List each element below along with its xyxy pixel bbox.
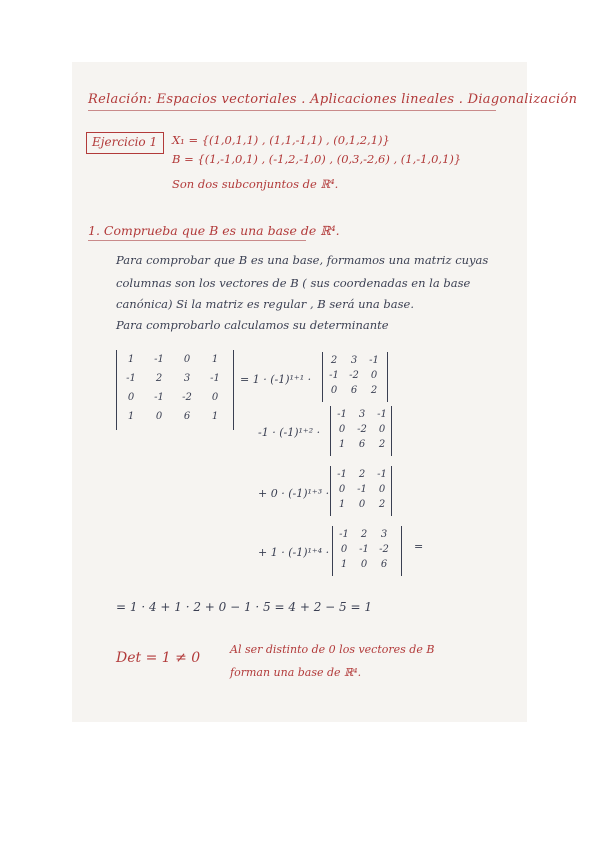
page-title: Relación: Espacios vectoriales . Aplicaciones lineales . Diagonalización [88, 92, 578, 107]
question-underline [88, 240, 306, 241]
x1-definition: X₁ = {(1,0,1,1) , (1,1,-1,1) , (0,1,2,1)} [172, 133, 390, 147]
main-matrix-cell: 2 [155, 373, 163, 384]
cofactor-matrix-cell: -1 [377, 469, 387, 480]
cofactor-matrix-cell: -1 [377, 409, 387, 420]
cofactor-matrix-cell: -1 [339, 529, 349, 540]
explanation-line-4: Para comprobarlo calculamos su determinante [116, 318, 389, 332]
cofactor-3-coefficient: + 0 · (-1)¹⁺³ · [258, 487, 330, 500]
cofactor-matrix-cell: 0 [378, 424, 386, 435]
main-matrix-cell: 1 [127, 411, 135, 422]
explanation-line-3: canónica) Si la matriz es regular , B será una base. [116, 297, 414, 311]
cofactor-1-coefficient: = 1 · (-1)¹⁺¹ · [240, 373, 312, 386]
cofactor-matrix-cell: 2 [378, 439, 386, 450]
main-matrix-cell: 1 [211, 411, 219, 422]
cofactor-matrix-cell: -1 [329, 370, 339, 381]
cofactor-matrix-cell: 0 [338, 424, 346, 435]
main-matrix-cell: 0 [127, 392, 135, 403]
main-matrix-cell: 0 [211, 392, 219, 403]
cofactor-matrix-cell: -2 [349, 370, 359, 381]
b-definition: B = {(1,-1,0,1) , (-1,2,-1,0) , (0,3,-2,6) , (1,-1,0,1)} [172, 152, 462, 166]
cofactor-matrix-cell: 3 [358, 409, 366, 420]
determinant-result: Det = 1 ≠ 0 [116, 650, 201, 666]
cofactor-matrix-cell: 0 [338, 484, 346, 495]
cofactor-matrix-cell: 2 [360, 529, 368, 540]
cofactor-matrix-cell: 2 [370, 385, 378, 396]
exercise-label: Ejercicio 1 [92, 135, 158, 149]
cofactor-matrix-cell: -2 [379, 544, 389, 555]
cofactor-matrix-cell: 2 [378, 499, 386, 510]
cofactor-matrix-cell: 0 [360, 559, 368, 570]
cofactor-matrix-cell: 0 [330, 385, 338, 396]
cofactor-matrix-cell: 6 [358, 439, 366, 450]
cofactor-matrix-cell: -1 [359, 544, 369, 555]
cofactor-matrix-cell: -1 [369, 355, 379, 366]
cofactor-matrix-cell: 2 [330, 355, 338, 366]
sum-line: = 1 · 4 + 1 · 2 + 0 − 1 · 5 = 4 + 2 − 5 = 1 [116, 600, 372, 614]
subspaces-statement: Son dos subconjuntos de ℝ⁴. [172, 177, 339, 191]
main-matrix-cell: 6 [183, 411, 191, 422]
cofactor-matrix-cell: -2 [357, 424, 367, 435]
cofactor-matrix-cell: 3 [350, 355, 358, 366]
cofactor-matrix-cell: 1 [338, 499, 346, 510]
cofactor-matrix-cell: -1 [337, 409, 347, 420]
cofactor-matrix-cell: 6 [350, 385, 358, 396]
cofactor-matrix-cell: 1 [340, 559, 348, 570]
main-matrix-cell: -1 [126, 373, 136, 384]
main-matrix-cell: 1 [211, 354, 219, 365]
cofactor-matrix-cell: 0 [370, 370, 378, 381]
main-matrix-cell: 0 [155, 411, 163, 422]
cofactor-2-coefficient: -1 · (-1)¹⁺² · [258, 426, 321, 439]
cofactor-4-coefficient: + 1 · (-1)¹⁺⁴ · [258, 546, 330, 559]
cofactor-matrix-cell: -1 [357, 484, 367, 495]
main-matrix-cell: -1 [154, 354, 164, 365]
main-matrix-cell: 1 [127, 354, 135, 365]
explanation-line-1: Para comprobar que B es una base, formamos una matriz cuyas [116, 253, 489, 267]
cofactor-4-equals: = [414, 540, 424, 553]
conclusion-line-1: Al ser distinto de 0 los vectores de B [230, 643, 435, 656]
cofactor-matrix-cell: -1 [337, 469, 347, 480]
main-matrix-cell: -1 [210, 373, 220, 384]
title-underline [88, 110, 496, 111]
cofactor-matrix-cell: 3 [380, 529, 388, 540]
cofactor-matrix-cell: 1 [338, 439, 346, 450]
main-matrix-cell: -2 [182, 392, 192, 403]
cofactor-matrix-cell: 0 [378, 484, 386, 495]
question-heading: 1. Comprueba que B es una base de ℝ⁴. [88, 223, 340, 238]
explanation-line-2: columnas son los vectores de B ( sus coordenadas en la base [116, 276, 471, 290]
cofactor-matrix-cell: 6 [380, 559, 388, 570]
main-matrix-cell: -1 [154, 392, 164, 403]
main-matrix-cell: 3 [183, 373, 191, 384]
conclusion-line-2: forman una base de ℝ⁴. [230, 666, 362, 679]
main-matrix-cell: 0 [183, 354, 191, 365]
cofactor-matrix-cell: 0 [340, 544, 348, 555]
cofactor-matrix-cell: 0 [358, 499, 366, 510]
cofactor-matrix-cell: 2 [358, 469, 366, 480]
